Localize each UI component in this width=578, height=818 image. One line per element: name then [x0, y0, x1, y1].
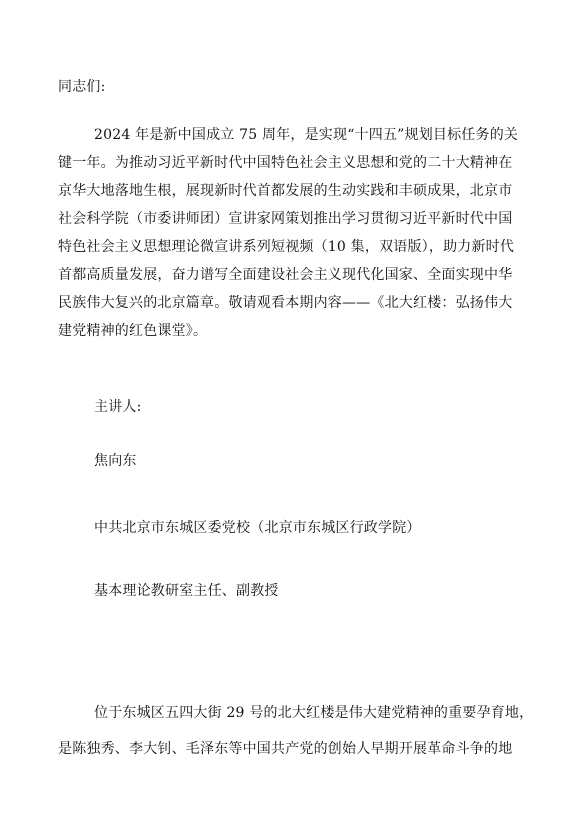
speaker-title: 基本理论教研室主任、副教授 — [94, 583, 279, 599]
speaker-label: 主讲人: — [94, 399, 142, 415]
intro-line-4: 社会科学院（市委讲师团）宣讲家网策划推出学习贯彻习近平新时代中国 — [58, 211, 513, 227]
intro-line-1: 2024 年是新中国成立 75 周年，是实现“十四五”规划目标任务的关 — [94, 127, 519, 143]
intro-line-7: 民族伟大复兴的北京篇章。敬请观看本期内容——《北大红楼：弘扬伟大 — [58, 295, 513, 311]
intro-line-3: 京华大地落地生根，展现新时代首都发展的生动实践和丰硕成果，北京市 — [58, 183, 513, 199]
intro-line-6: 首都高质量发展，奋力谱写全面建设社会主义现代化国家、全面实现中华 — [58, 267, 513, 283]
intro-line-2: 键一年。为推动习近平新时代中国特色社会主义思想和党的二十大精神在 — [58, 155, 513, 171]
intro-line-8: 建党精神的红色课堂》。 — [58, 323, 208, 339]
salutation: 同志们: — [58, 79, 106, 95]
intro-line-5: 特色社会主义思想理论微宣讲系列短视频（10 集，双语版），助力新时代 — [58, 239, 515, 255]
body-line-1: 位于东城区五四大街 29 号的北大红楼是伟大建党精神的重要孕育地， — [94, 705, 534, 721]
speaker-name: 焦向东 — [94, 453, 137, 469]
speaker-organization: 中共北京市东城区委党校（北京市东城区行政学院） — [94, 520, 421, 536]
body-line-2: 是陈独秀、李大钊、毛泽东等中国共产党的创始人早期开展革命斗争的地 — [58, 741, 513, 757]
